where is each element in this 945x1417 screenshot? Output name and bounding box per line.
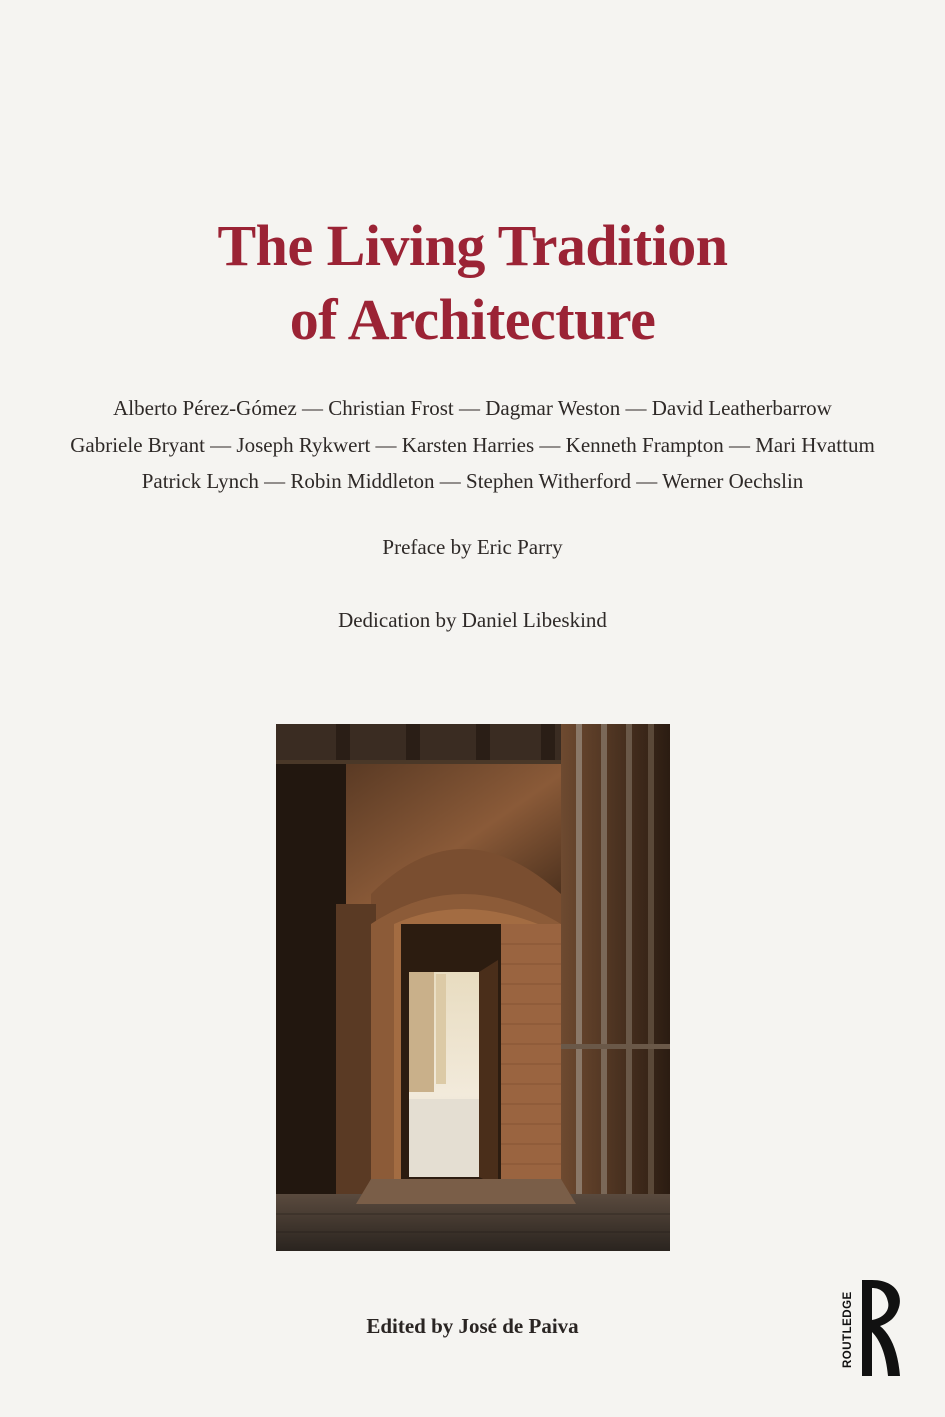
title-line-2: of Architecture: [289, 286, 656, 352]
author-list: [0, 390, 945, 500]
editor-credit: Edited by José de Paiva: [366, 1314, 579, 1338]
preface-credit: Preface by Eric Parry: [382, 535, 563, 559]
publisher-name: ROUTLEDGE: [842, 1291, 854, 1369]
author-line-1: Alberto Pérez-Gómez — Christian Frost — Dagmar Weston — David Leatherbarrow: [113, 396, 832, 420]
author-line-3: Patrick Lynch — Robin Middleton — Stephen Witherford — Werner Oechslin: [141, 469, 804, 493]
routledge-logo-icon: [838, 1278, 908, 1378]
author-line-2: Gabriele Bryant — Joseph Rykwert — Karsten Harries — Kenneth Frampton — Mari Hvattum: [70, 432, 875, 457]
book-title: [0, 209, 945, 357]
dedication-credit: Dedication by Daniel Libeskind: [338, 608, 607, 632]
title-line-1: The Living Tradition: [217, 212, 728, 278]
cover-photo: [276, 724, 670, 1251]
